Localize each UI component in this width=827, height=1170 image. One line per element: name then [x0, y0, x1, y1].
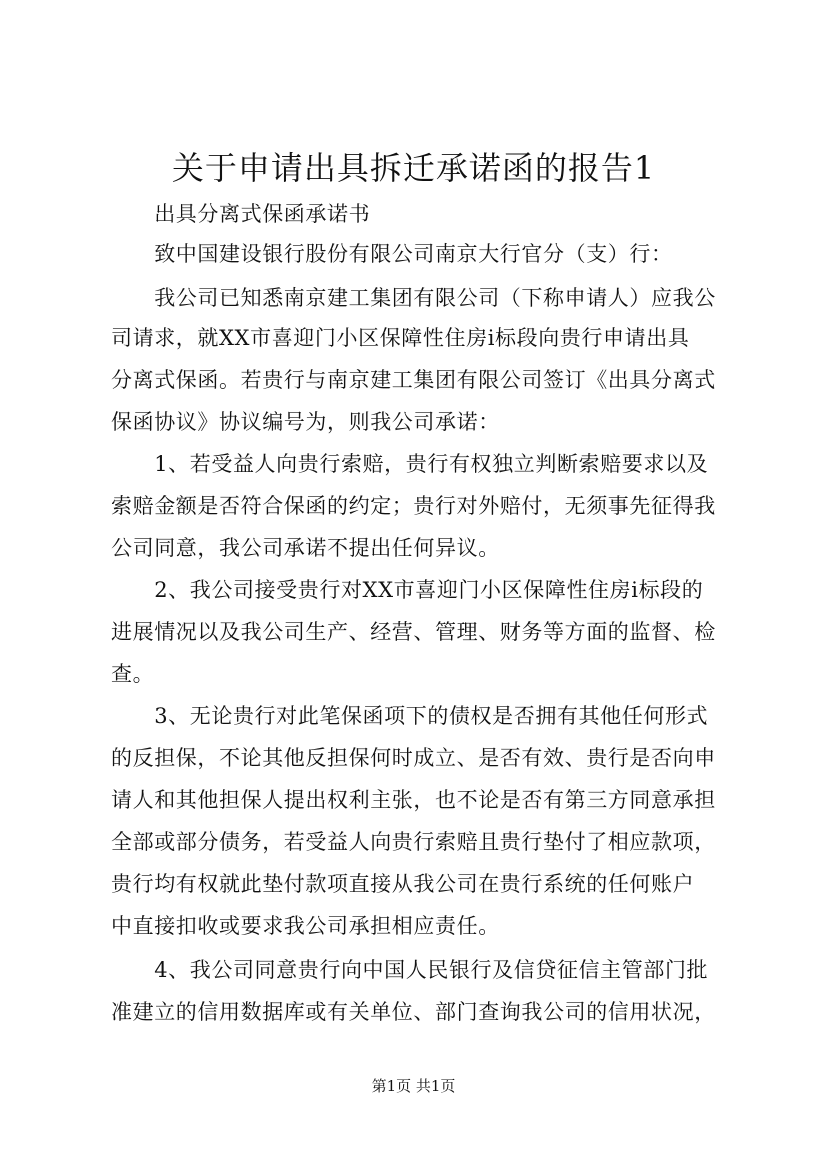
- page-number: 第1页 共1页: [371, 1077, 456, 1095]
- text-line: 2、我公司接受贵行对XX市喜迎门小区保障性住房i标段的: [111, 578, 704, 602]
- text-line: 3、无论贵行对此笔保函项下的债权是否拥有其他任何形式: [111, 704, 709, 728]
- text-line: 4、我公司同意贵行向中国人民银行及信贷征信主管部门批: [111, 958, 709, 982]
- text-line: 请人和其他担保人提出权利主张，也不论是否有第三方同意承担: [111, 788, 716, 812]
- text-line: 公司同意，我公司承诺不提出任何异议。: [111, 536, 500, 560]
- text-line: 准建立的信用数据库或有关单位、部门查询我公司的信用状况，: [111, 1000, 716, 1024]
- text-line: 分离式保函。若贵行与南京建工集团有限公司签订《出具分离式: [111, 368, 716, 392]
- text-line: 中直接扣收或要求我公司承担相应责任。: [111, 914, 500, 938]
- text-line: 贵行均有权就此垫付款项直接从我公司在贵行系统的任何账户: [111, 872, 695, 896]
- text-line: 保函协议》协议编号为，则我公司承诺：: [111, 410, 500, 434]
- text-line: 致中国建设银行股份有限公司南京大行官分（支）行：: [111, 242, 673, 266]
- text-line: 索赔金额是否符合保函的约定；贵行对外赔付，无须事先征得我: [111, 494, 716, 518]
- text-line: 1、若受益人向贵行索赔，贵行有权独立判断索赔要求以及: [111, 452, 709, 476]
- text-line: 查。: [111, 662, 155, 686]
- document-title: 关于申请出具拆迁承诺函的报告1: [171, 149, 656, 187]
- text-line: 进展情况以及我公司生产、经营、管理、财务等方面的监督、检: [111, 620, 716, 644]
- text-line: 的反担保，不论其他反担保何时成立、是否有效、贵行是否向申: [111, 746, 716, 770]
- text-line: 我公司已知悉南京建工集团有限公司（下称申请人）应我公: [111, 286, 716, 310]
- text-line: 司请求，就XX市喜迎门小区保障性住房i标段向贵行申请出具: [111, 326, 690, 350]
- text-line: 出具分离式保函承诺书: [111, 202, 371, 226]
- text-line: 全部或部分债务，若受益人向贵行索赔且贵行垫付了相应款项，: [111, 830, 716, 854]
